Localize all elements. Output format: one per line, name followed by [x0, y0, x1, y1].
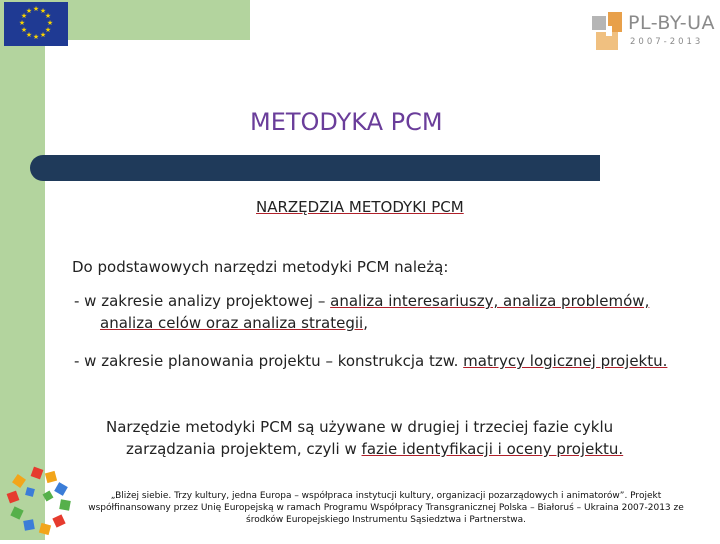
- svg-text:★: ★: [46, 19, 54, 27]
- svg-text:★: ★: [20, 12, 28, 20]
- logo-years: 2007-2013: [630, 37, 704, 47]
- logo-text: PL-BY-UA: [628, 12, 715, 34]
- bullet-planning-link[interactable]: matrycy logicznej projektu.: [463, 352, 668, 370]
- svg-text:★: ★: [44, 12, 52, 20]
- bullet-analysis-suffix: ,: [363, 314, 368, 332]
- svg-text:★: ★: [39, 7, 47, 15]
- svg-text:★: ★: [39, 31, 47, 39]
- bullet-analysis-prefix: - w zakresie analizy projektowej –: [74, 292, 331, 310]
- svg-text:★: ★: [44, 26, 52, 34]
- svg-text:★: ★: [18, 19, 26, 27]
- pl-by-ua-logo: [592, 10, 717, 56]
- svg-text:★: ★: [32, 33, 40, 41]
- svg-text:★: ★: [32, 5, 40, 13]
- bullet-planning-prefix: - w zakresie planowania projektu – konstrukcja tzw.: [74, 352, 464, 370]
- phases-paragraph-prefix: Narzędzie metodyki PCM są używane w drugiej i trzeciej fazie cyklu zarządzania projektem, czyli w: [106, 418, 614, 458]
- left-green-band: [0, 0, 45, 540]
- title-divider-bar: [30, 155, 600, 181]
- phases-paragraph: [106, 416, 696, 460]
- bullet-planning: [74, 350, 670, 372]
- bullet-analysis-link[interactable]: analiza interesariuszy, analiza problemów, analiza celów oraz analiza strategii: [100, 292, 650, 332]
- phases-paragraph-link[interactable]: fazie identyfikacji i oceny projektu.: [361, 440, 624, 458]
- project-logo-icon: [2, 462, 82, 540]
- intro-text: Do podstawowych narzędzi metodyki PCM należą:: [72, 258, 449, 276]
- slide-subtitle: NARZĘDZIA METODYKI PCM: [256, 198, 464, 216]
- svg-text:★: ★: [25, 31, 33, 39]
- program-logo-icon: [592, 12, 626, 52]
- footer-funding-note: „Bliżej siebie. Trzy kultury, jedna Europa – współpraca instytucji kultury, organizacji pozarządowych i animatorów”. Projekt współfinansowany przez Unię Europejską w ramach Programu Współpracy Transgranicznej Polska – Białoruś – Ukraina 2007-2013 ze środków Europejskiego Instrumentu Sąsiedztwa i Partnerstwa.: [88, 491, 684, 525]
- svg-text:★: ★: [25, 7, 33, 15]
- bullet-analysis: [74, 290, 650, 334]
- svg-text:★: ★: [20, 26, 28, 34]
- slide-title: METODYKA PCM: [250, 108, 443, 136]
- eu-flag-icon: [4, 2, 68, 46]
